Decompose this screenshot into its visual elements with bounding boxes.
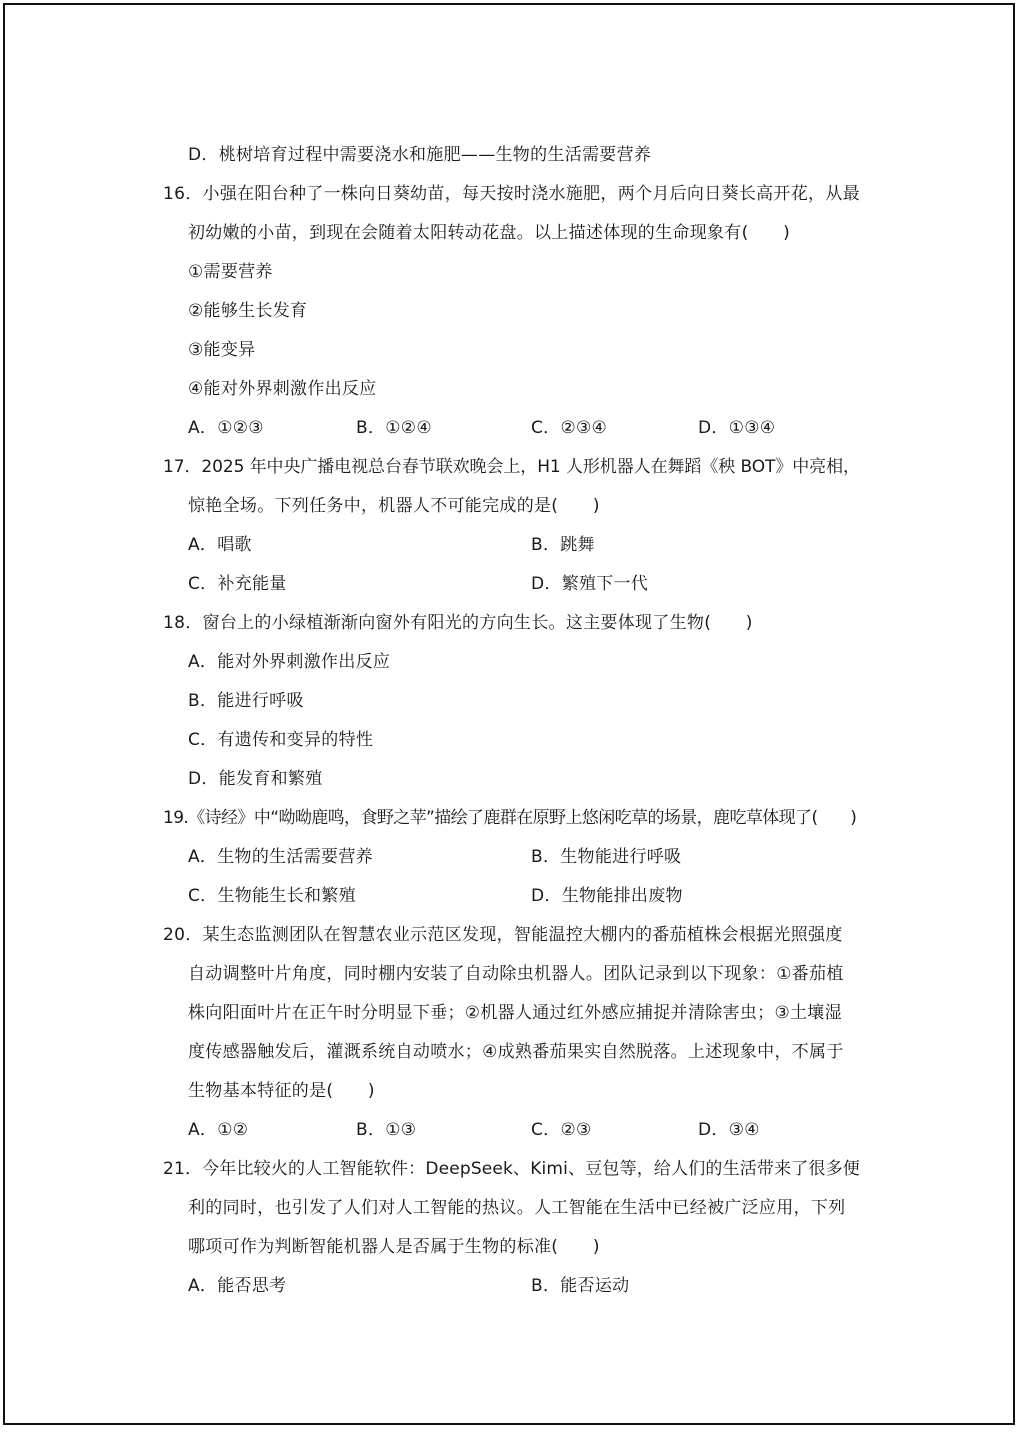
q20-option-d: D．③④ xyxy=(698,1120,760,1140)
q17-option-c: C．补充能量 xyxy=(188,574,287,594)
q21-option-b: B．能否运动 xyxy=(531,1276,630,1296)
q19-option-d: D．生物能排出废物 xyxy=(531,886,683,906)
q19-stem-line-1: 19.《诗经》中“呦呦鹿鸣，食野之苹”描绘了鹿群在原野上悠闲吃草的场景，鹿吃草体现了( ) xyxy=(163,808,857,828)
q16-option-b: B．①②④ xyxy=(356,418,432,438)
q16-item-2: ②能够生长发育 xyxy=(188,301,308,321)
q20-option-b: B．①③ xyxy=(356,1120,417,1140)
q21-stem-line-2: 利的同时，也引发了人们对人工智能的热议。人工智能在生活中已经被广泛应用，下列 xyxy=(188,1198,846,1218)
q16-option-a: A．①②③ xyxy=(188,418,264,438)
q20-stem-line-1: 20．某生态监测团队在智慧农业示范区发现，智能温控大棚内的番茄植株会根据光照强度 xyxy=(163,925,843,945)
q20-option-c: C．②③ xyxy=(531,1120,592,1140)
q20-stem-line-3: 株向阳面叶片在正午时分明显下垂；②机器人通过红外感应捕捉并清除害虫；③土壤湿 xyxy=(188,1003,842,1023)
q20-stem-line-2: 自动调整叶片角度，同时棚内安装了自动除虫机器人。团队记录到以下现象：①番茄植 xyxy=(188,964,844,984)
q20-stem-line-5: 生物基本特征的是( ) xyxy=(188,1081,375,1101)
q18-option-a: A．能对外界刺激作出反应 xyxy=(188,652,391,672)
q16-option-d: D．①③④ xyxy=(698,418,776,438)
q19-option-c: C．生物能生长和繁殖 xyxy=(188,886,356,906)
q18-option-d: D．能发育和繁殖 xyxy=(188,769,323,789)
q21-stem-line-3: 哪项可作为判断智能机器人是否属于生物的标准( ) xyxy=(188,1237,600,1257)
q18-stem-line-1: 18．窗台上的小绿植渐渐向窗外有阳光的方向生长。这主要体现了生物( ) xyxy=(163,613,753,633)
q17-option-b: B．跳舞 xyxy=(531,535,595,555)
q16-item-4: ④能对外界刺激作出反应 xyxy=(188,379,377,399)
q18-option-b: B．能进行呼吸 xyxy=(188,691,304,711)
q21-option-a: A．能否思考 xyxy=(188,1276,287,1296)
q17-stem-line-2: 惊艳全场。下列任务中，机器人不可能完成的是( ) xyxy=(188,496,600,516)
q18-option-c: C．有遗传和变异的特性 xyxy=(188,730,374,750)
q19-option-a: A．生物的生活需要营养 xyxy=(188,847,373,867)
q16-item-1: ①需要营养 xyxy=(188,262,273,282)
q19-option-b: B．生物能进行呼吸 xyxy=(531,847,682,867)
q16-stem-line-1: 16．小强在阳台种了一株向日葵幼苗，每天按时浇水施肥，两个月后向日葵长高开花，从最 xyxy=(163,184,860,204)
q17-option-a: A．唱歌 xyxy=(188,535,252,555)
q20-option-a: A．①② xyxy=(188,1120,249,1140)
q15-option-d: D．桃树培育过程中需要浇水和施肥——生物的生活需要营养 xyxy=(188,145,652,165)
q17-option-d: D．繁殖下一代 xyxy=(531,574,649,594)
q16-stem-line-2: 初幼嫩的小苗，到现在会随着太阳转动花盘。以上描述体现的生命现象有( ) xyxy=(188,223,791,243)
q17-stem-line-1: 17．2025 年中央广播电视总台春节联欢晚会上，H1 人形机器人在舞蹈《秧 BOT》中亮相， xyxy=(163,457,860,477)
q20-stem-line-4: 度传感器触发后，灌溉系统自动喷水；④成熟番茄果实自然脱落。上述现象中，不属于 xyxy=(188,1042,844,1062)
q21-stem-line-1: 21．今年比较火的人工智能软件：DeepSeek、Kimi、豆包等，给人们的生活带来了很多便 xyxy=(163,1159,860,1179)
q16-item-3: ③能变异 xyxy=(188,340,256,360)
q16-option-c: C．②③④ xyxy=(531,418,608,438)
